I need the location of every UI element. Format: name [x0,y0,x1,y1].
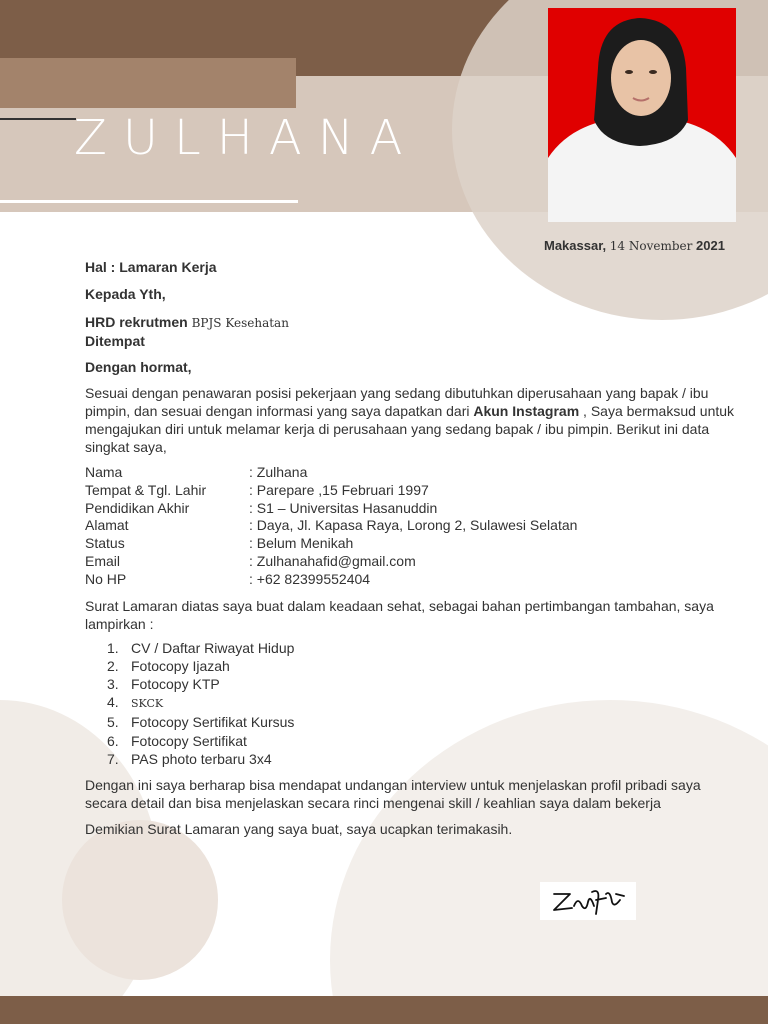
list-item-number: 1. [107,639,119,656]
letter-date [544,238,725,253]
biodata-row [85,517,577,535]
attachment-intro: Surat Lamaran diatas saya buat dalam keadaan sehat, sebagai bahan pertimbangan tambahan, saya lampirkan : [85,597,714,632]
list-item-text: Fotocopy Ijazah [131,657,230,674]
list-item-text: CV / Daftar Riwayat Hidup [131,639,295,656]
date-day-month: 14 November [609,239,693,253]
intro-paragraph [85,384,735,456]
letter-recipient-greeting: Kepada Yth, [85,286,166,302]
intro-text-2: , Saya bermaksud untuk mengajukan diri untuk melamar kerja di perusahaan yang sedang bapak / ibu pimpin. Berikut ini data singkat saya, [85,403,735,455]
list-item-text: SKCK [131,697,164,711]
list-item-number: 6. [107,732,119,749]
letter-recipient [85,313,735,332]
list-item [107,657,735,675]
attachment-list [107,639,735,768]
recipient-company: BPJS Kesehatan [191,316,289,330]
header-line-bottom [0,200,298,203]
decor-circle-small [62,820,218,980]
list-item [107,732,735,750]
biodata-value: : S1 – Universitas Hasanuddin [249,499,438,516]
biodata-value: : +62 82399552404 [249,570,371,587]
biodata-value: : Zulhanahafid@gmail.com [249,552,416,569]
letter-body [85,258,735,838]
biodata-value: : Daya, Jl. Kapasa Raya, Lorong 2, Sulawesi Selatan [249,517,578,534]
intro-source: Akun Instagram [473,403,580,419]
list-item [107,713,735,731]
list-item [107,693,735,713]
date-year: 2021 [696,238,725,253]
list-item-text: Fotocopy Sertifikat [131,732,247,749]
date-city: Makassar, [544,238,607,253]
list-item [107,675,735,693]
biodata-label: Email [85,552,121,569]
signature [540,882,636,920]
biodata-value: : Zulhana [249,464,308,480]
letter-subject: Hal : Lamaran Kerja [85,259,217,275]
list-item-text: PAS photo terbaru 3x4 [131,750,272,767]
biodata-row [85,571,577,589]
closing-thanks: Demikian Surat Lamaran yang saya buat, saya ucapkan terimakasih. [85,821,513,837]
biodata-row [85,553,577,571]
letter-location: Ditempat [85,333,145,349]
biodata-row [85,535,577,553]
biodata-label: Tempat & Tgl. Lahir [85,481,207,498]
applicant-name-title: ZULHANA [74,110,419,166]
header-line-top [0,118,76,120]
profile-photo [548,8,736,222]
header-accent-block [0,58,296,108]
list-item [107,639,735,657]
biodata-label: Alamat [85,517,129,534]
list-item-text: Fotocopy Sertifikat Kursus [131,714,295,731]
biodata-label: No HP [85,570,127,587]
biodata-label: Pendidikan Akhir [85,499,190,516]
list-item [107,750,735,768]
biodata-row [85,464,577,482]
biodata-row [85,500,577,518]
biodata-table [85,464,577,589]
list-item-number: 2. [107,657,119,674]
footer-bar [0,996,768,1024]
biodata-value: : Belum Menikah [249,535,354,552]
list-item-number: 7. [107,750,119,767]
list-item-number: 3. [107,675,119,692]
biodata-row [85,482,577,500]
letter-salutation: Dengan hormat, [85,359,192,375]
recipient-title: HRD rekrutmen [85,314,188,330]
biodata-label: Status [85,535,125,552]
list-item-number: 5. [107,714,119,731]
intro-text-1: Sesuai dengan penawaran posisi pekerjaan yang sedang dibutuhkan diperusahaan yang bapak / ibu pimpin, dan sesuai dengan informasi yang saya dapatkan dari [85,385,709,419]
biodata-label: Nama [85,464,123,480]
list-item-text: Fotocopy KTP [131,675,220,692]
biodata-value: : Parepare ,15 Februari 1997 [249,481,429,498]
closing-paragraph: Dengan ini saya berharap bisa mendapat undangan interview untuk menjelaskan profil pribadi saya secara detail dan bisa menjelaskan secara rinci mengenai skill / keahlian saya dalam bekerja [85,777,701,811]
list-item-number: 4. [107,694,119,711]
